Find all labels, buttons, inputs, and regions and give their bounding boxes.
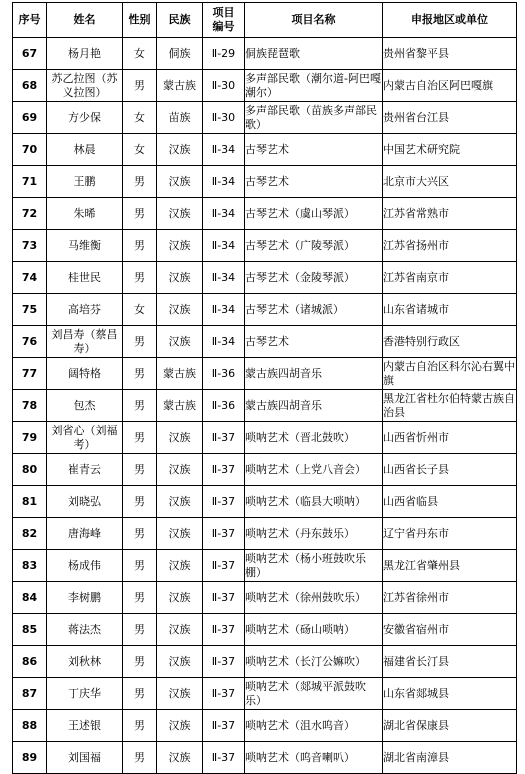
cell-code: Ⅱ-34 [203, 134, 245, 166]
table-body [13, 38, 517, 774]
header-project: 项目名称 [245, 3, 383, 38]
table-row [13, 646, 517, 678]
header-unit: 申报地区或单位 [383, 3, 517, 38]
cell-unit: 江苏省常熟市 [383, 198, 517, 230]
cell-ethnicity: 汉族 [157, 454, 203, 486]
table-row [13, 358, 517, 390]
cell-ethnicity: 汉族 [157, 678, 203, 710]
cell-project: 蒙古族四胡音乐 [245, 358, 383, 390]
table-row [13, 710, 517, 742]
cell-code: Ⅱ-30 [203, 102, 245, 134]
cell-ethnicity: 汉族 [157, 134, 203, 166]
cell-project: 唢呐艺术（长汀公嫲吹） [245, 646, 383, 678]
cell-code: Ⅱ-37 [203, 550, 245, 582]
cell-name: 方少保 [47, 102, 123, 134]
cell-code: Ⅱ-36 [203, 390, 245, 422]
cell-code: Ⅱ-36 [203, 358, 245, 390]
cell-name: 林晨 [47, 134, 123, 166]
cell-gender: 女 [123, 134, 157, 166]
cell-gender: 男 [123, 454, 157, 486]
cell-project: 唢呐艺术（临县大唢呐） [245, 486, 383, 518]
cell-name: 包杰 [47, 390, 123, 422]
cell-code: Ⅱ-37 [203, 422, 245, 454]
cell-seq: 68 [13, 70, 47, 102]
cell-name: 蒋法杰 [47, 614, 123, 646]
table-row [13, 70, 517, 102]
cell-name: 阔特格 [47, 358, 123, 390]
header-row [13, 3, 517, 38]
cell-seq: 67 [13, 38, 47, 70]
cell-name: 唐海峰 [47, 518, 123, 550]
cell-unit: 江苏省徐州市 [383, 582, 517, 614]
cell-code: Ⅱ-34 [203, 230, 245, 262]
header-name: 姓名 [47, 3, 123, 38]
cell-ethnicity: 汉族 [157, 518, 203, 550]
cell-code: Ⅱ-37 [203, 582, 245, 614]
cell-ethnicity: 汉族 [157, 422, 203, 454]
cell-seq: 72 [13, 198, 47, 230]
cell-ethnicity: 蒙古族 [157, 390, 203, 422]
cell-ethnicity: 汉族 [157, 710, 203, 742]
cell-project: 唢呐艺术（沮水呜音） [245, 710, 383, 742]
cell-unit: 山西省长子县 [383, 454, 517, 486]
cell-seq: 78 [13, 390, 47, 422]
table-row [13, 614, 517, 646]
cell-code: Ⅱ-37 [203, 678, 245, 710]
cell-seq: 73 [13, 230, 47, 262]
cell-gender: 男 [123, 198, 157, 230]
cell-seq: 75 [13, 294, 47, 326]
cell-unit: 香港特别行政区 [383, 326, 517, 358]
cell-gender: 男 [123, 710, 157, 742]
cell-seq: 82 [13, 518, 47, 550]
cell-name: 马维衡 [47, 230, 123, 262]
cell-seq: 84 [13, 582, 47, 614]
cell-code: Ⅱ-34 [203, 198, 245, 230]
cell-project: 唢呐艺术（上党八音会） [245, 454, 383, 486]
cell-seq: 86 [13, 646, 47, 678]
cell-unit: 山东省郯城县 [383, 678, 517, 710]
cell-gender: 男 [123, 230, 157, 262]
cell-unit: 黑龙江省肇州县 [383, 550, 517, 582]
cell-seq: 89 [13, 742, 47, 774]
header-ethnicity: 民族 [157, 3, 203, 38]
cell-gender: 男 [123, 486, 157, 518]
cell-code: Ⅱ-34 [203, 326, 245, 358]
cell-ethnicity: 汉族 [157, 582, 203, 614]
cell-name: 刘晓弘 [47, 486, 123, 518]
table-row [13, 390, 517, 422]
cell-project: 侗族琵琶歌 [245, 38, 383, 70]
cell-seq: 80 [13, 454, 47, 486]
cell-name: 刘昌寿（蔡昌寿） [47, 326, 123, 358]
cell-seq: 71 [13, 166, 47, 198]
cell-name: 高培芬 [47, 294, 123, 326]
cell-unit: 辽宁省丹东市 [383, 518, 517, 550]
table-row [13, 134, 517, 166]
header-code: 项目 编号 [203, 3, 245, 38]
cell-ethnicity: 汉族 [157, 486, 203, 518]
cell-project: 古琴艺术 [245, 326, 383, 358]
cell-ethnicity: 汉族 [157, 742, 203, 774]
cell-project: 古琴艺术 [245, 134, 383, 166]
cell-ethnicity: 蒙古族 [157, 358, 203, 390]
cell-name: 刘省心（刘福考） [47, 422, 123, 454]
cell-code: Ⅱ-37 [203, 646, 245, 678]
cell-seq: 81 [13, 486, 47, 518]
cell-ethnicity: 汉族 [157, 326, 203, 358]
cell-seq: 70 [13, 134, 47, 166]
cell-name: 李树鹏 [47, 582, 123, 614]
cell-unit: 江苏省南京市 [383, 262, 517, 294]
cell-code: Ⅱ-37 [203, 710, 245, 742]
table-row [13, 486, 517, 518]
cell-name: 丁庆华 [47, 678, 123, 710]
table-row [13, 422, 517, 454]
cell-project: 蒙古族四胡音乐 [245, 390, 383, 422]
table-row [13, 550, 517, 582]
cell-unit: 湖北省南漳县 [383, 742, 517, 774]
cell-gender: 男 [123, 70, 157, 102]
cell-ethnicity: 苗族 [157, 102, 203, 134]
cell-seq: 85 [13, 614, 47, 646]
cell-seq: 69 [13, 102, 47, 134]
cell-unit: 中国艺术研究院 [383, 134, 517, 166]
cell-name: 杨成伟 [47, 550, 123, 582]
table-row [13, 102, 517, 134]
cell-ethnicity: 汉族 [157, 230, 203, 262]
cell-name: 苏乙拉图（苏义拉图） [47, 70, 123, 102]
cell-project: 古琴艺术（诸城派） [245, 294, 383, 326]
cell-unit: 安徽省宿州市 [383, 614, 517, 646]
cell-unit: 江苏省扬州市 [383, 230, 517, 262]
cell-name: 杨月艳 [47, 38, 123, 70]
cell-name: 崔青云 [47, 454, 123, 486]
table-row [13, 454, 517, 486]
cell-code: Ⅱ-37 [203, 614, 245, 646]
table-row [13, 742, 517, 774]
table-row [13, 582, 517, 614]
cell-unit: 贵州省黎平县 [383, 38, 517, 70]
cell-ethnicity: 蒙古族 [157, 70, 203, 102]
cell-project: 唢呐艺术（呜音喇叭） [245, 742, 383, 774]
cell-project: 唢呐艺术（晋北鼓吹） [245, 422, 383, 454]
cell-ethnicity: 汉族 [157, 262, 203, 294]
cell-seq: 77 [13, 358, 47, 390]
cell-code: Ⅱ-30 [203, 70, 245, 102]
cell-ethnicity: 汉族 [157, 614, 203, 646]
cell-unit: 北京市大兴区 [383, 166, 517, 198]
cell-unit: 贵州省台江县 [383, 102, 517, 134]
cell-gender: 男 [123, 422, 157, 454]
cell-gender: 男 [123, 582, 157, 614]
cell-gender: 男 [123, 262, 157, 294]
table-row [13, 678, 517, 710]
cell-seq: 87 [13, 678, 47, 710]
cell-name: 刘秋林 [47, 646, 123, 678]
cell-unit: 内蒙古自治区科尔沁右翼中旗 [383, 358, 517, 390]
cell-seq: 74 [13, 262, 47, 294]
cell-gender: 男 [123, 614, 157, 646]
cell-code: Ⅱ-29 [203, 38, 245, 70]
cell-gender: 男 [123, 550, 157, 582]
cell-ethnicity: 汉族 [157, 550, 203, 582]
cell-seq: 83 [13, 550, 47, 582]
cell-gender: 男 [123, 742, 157, 774]
cell-code: Ⅱ-34 [203, 294, 245, 326]
cell-seq: 79 [13, 422, 47, 454]
table-row [13, 230, 517, 262]
cell-seq: 76 [13, 326, 47, 358]
cell-ethnicity: 侗族 [157, 38, 203, 70]
cell-project: 唢呐艺术（杨小班鼓吹乐棚） [245, 550, 383, 582]
cell-unit: 湖北省保康县 [383, 710, 517, 742]
cell-name: 桂世民 [47, 262, 123, 294]
table-row [13, 166, 517, 198]
cell-gender: 男 [123, 518, 157, 550]
cell-unit: 福建省长汀县 [383, 646, 517, 678]
cell-ethnicity: 汉族 [157, 198, 203, 230]
cell-unit: 山西省忻州市 [383, 422, 517, 454]
cell-name: 王鹏 [47, 166, 123, 198]
cell-gender: 男 [123, 646, 157, 678]
cell-name: 刘国福 [47, 742, 123, 774]
cell-gender: 男 [123, 358, 157, 390]
cell-gender: 男 [123, 166, 157, 198]
cell-gender: 男 [123, 390, 157, 422]
cell-ethnicity: 汉族 [157, 646, 203, 678]
table-row [13, 38, 517, 70]
cell-gender: 男 [123, 326, 157, 358]
cell-code: Ⅱ-34 [203, 166, 245, 198]
header-gender: 性别 [123, 3, 157, 38]
cell-project: 多声部民歌（苗族多声部民歌） [245, 102, 383, 134]
cell-code: Ⅱ-37 [203, 742, 245, 774]
cell-unit: 黑龙江省杜尔伯特蒙古族自治县 [383, 390, 517, 422]
cell-project: 古琴艺术 [245, 166, 383, 198]
inheritor-table [12, 2, 517, 774]
cell-seq: 88 [13, 710, 47, 742]
table-row [13, 518, 517, 550]
cell-project: 唢呐艺术（丹东鼓乐） [245, 518, 383, 550]
table-row [13, 198, 517, 230]
cell-project: 古琴艺术（广陵琴派） [245, 230, 383, 262]
cell-gender: 女 [123, 102, 157, 134]
table-row [13, 294, 517, 326]
cell-ethnicity: 汉族 [157, 166, 203, 198]
cell-project: 古琴艺术（金陵琴派） [245, 262, 383, 294]
cell-code: Ⅱ-37 [203, 486, 245, 518]
cell-code: Ⅱ-34 [203, 262, 245, 294]
header-seq: 序号 [13, 3, 47, 38]
cell-project: 古琴艺术（虞山琴派） [245, 198, 383, 230]
table-row [13, 326, 517, 358]
cell-name: 王述银 [47, 710, 123, 742]
cell-ethnicity: 汉族 [157, 294, 203, 326]
table-row [13, 262, 517, 294]
cell-project: 唢呐艺术（砀山唢呐） [245, 614, 383, 646]
cell-gender: 女 [123, 294, 157, 326]
cell-name: 朱晞 [47, 198, 123, 230]
cell-unit: 山东省诸城市 [383, 294, 517, 326]
cell-unit: 山西省临县 [383, 486, 517, 518]
cell-unit: 内蒙古自治区阿巴嘎旗 [383, 70, 517, 102]
cell-gender: 女 [123, 38, 157, 70]
cell-code: Ⅱ-37 [203, 454, 245, 486]
cell-code: Ⅱ-37 [203, 518, 245, 550]
cell-gender: 男 [123, 678, 157, 710]
cell-project: 唢呐艺术（徐州鼓吹乐） [245, 582, 383, 614]
cell-project: 多声部民歌（潮尔道-阿巴嘎潮尔） [245, 70, 383, 102]
cell-project: 唢呐艺术（郯城平派鼓吹乐） [245, 678, 383, 710]
